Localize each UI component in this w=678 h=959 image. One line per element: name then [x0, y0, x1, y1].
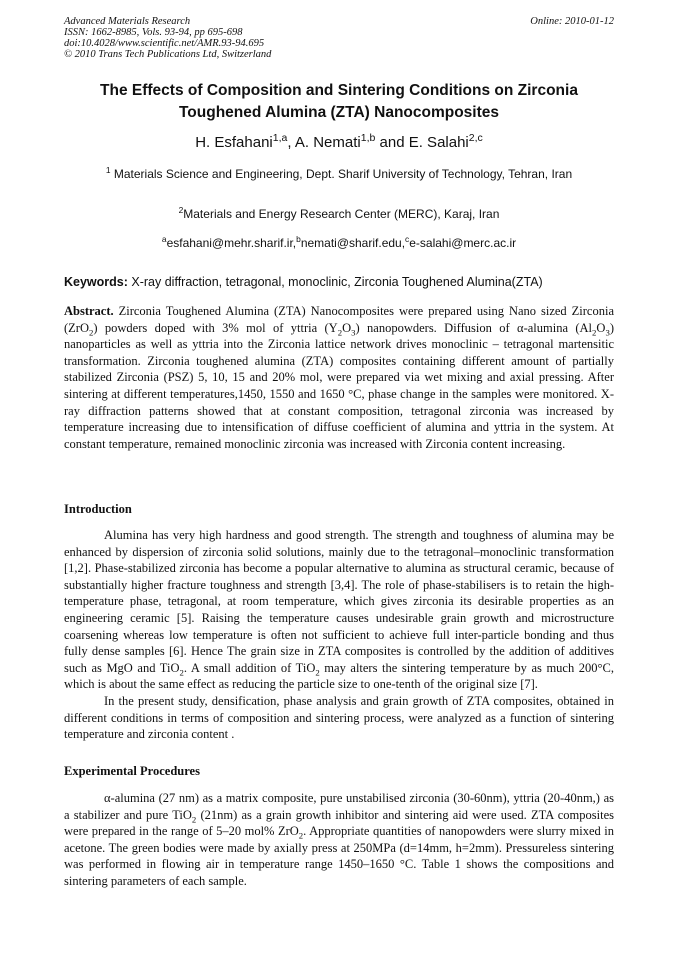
author-affil-sup: 1,a: [272, 132, 288, 144]
email-sup: c: [405, 234, 410, 244]
abstract: [64, 303, 614, 452]
email-link[interactable]: esfahani@mehr.sharif.ir,: [166, 236, 297, 250]
subscript: 3: [605, 327, 610, 338]
author-separator: ,: [287, 134, 295, 151]
title-line-2: Toughened Alumina (ZTA) Nanocomposites: [178, 104, 500, 121]
author-name: H. Esfahani: [195, 134, 273, 151]
author-list: [40, 133, 638, 153]
subscript: 2: [89, 327, 94, 338]
keywords: [64, 275, 614, 289]
paper-title: [40, 80, 638, 124]
journal-name: Advanced Materials Research: [64, 16, 191, 27]
abstract-text: ) powders doped with 3% mol of yttria (Y: [93, 320, 338, 335]
author-name: E. Salahi: [408, 134, 469, 151]
intro-body: [64, 527, 614, 743]
affil-sup: 2: [178, 205, 184, 215]
copyright-line: © 2010 Trans Tech Publications Ltd, Switzerland: [64, 49, 272, 60]
experimental-paragraph: [64, 790, 614, 890]
para-text: . Appropriate quantities of nanopowders were slurry mixed in acetone. The green bodies were made by axially press at 250MPa (d=14mm, h=2mm). Pressureless sintering was performed in flowing air in temperature range 1450–1650 °C. Table 1 shows the compositions and sintering parameters of each sample.: [64, 824, 614, 888]
email-sup: a: [161, 234, 167, 244]
doi-line: doi:10.4028/www.scientific.net/AMR.93-94.695: [64, 38, 265, 49]
abstract-text: ) nanoparticles as well as yttria into the Zirconia lattice network drives monoclinic – tetragonal martensitic transformation. Zirconia toughened alumina (ZTA) composites containing different amount of partially stabilized Zirconia (PSZ) 5, 10, 15 and 20% mol, were prepared via wet mixing and axial pressing. After sintering at different temperatures,1450, 1550 and 1650 °C, phase change in the samples were monitored. X-ray diffraction patterns showed that at constant composition, tetragonal zirconia was increased by temperature increasing due to intensification of diffuse coefficient of alumina and yttria in the system. At constant temperature, remained monoclinic zirconia was increased with Zirconia content increasing.: [64, 320, 614, 451]
abstract-text: O: [596, 320, 606, 335]
subscript: 3: [351, 327, 356, 338]
affil-text: Materials and Energy Research Center (MERC), Karaj, Iran: [183, 207, 500, 221]
affil-sup: 1: [105, 165, 111, 175]
issn-line: ISSN: 1662-8985, Vols. 93-94, pp 695-698: [64, 27, 243, 38]
affiliation-1: [40, 167, 638, 181]
abstract-text: ) nanopowders. Diffusion of α-alumina (Al: [355, 320, 593, 335]
section-heading-experimental: Experimental Procedures: [64, 764, 200, 778]
abstract-label: Abstract.: [64, 304, 114, 318]
subscript: 2: [592, 327, 597, 338]
para-text: Alumina has very high hardness and good strength. The strength and toughness of alumina may be enhanced by dispersion of zirconia solid solutions, mainly due to the tetragonal–monoclinic transformation [1,2]. Phase-stabilized zirconia has become a popular alternative to alumina as structural ceramic, because of substantially higher fracture toughness and strength [3,4]. The role of phase-stabilisers is to retain the high-temperature phase, tetragonal, at room temperature, which gives zirconia its desirable properties as an engineering ceramic [5]. Raising the temperature causes undesirable grain growth and microstructure coarsening whereas low temperature is often not sufficient to achieve full inter-particle bonding and thus fully dense samples [6]. Hence The grain size in ZTA composites is controlled by the addition of additives such as MgO and TiO: [64, 528, 614, 675]
keywords-text: X-ray diffraction, tetragonal, monoclinic, Zirconia Toughened Alumina(ZTA): [127, 275, 543, 289]
author-affil-sup: 2,c: [468, 132, 483, 144]
email-line: [40, 236, 638, 250]
intro-paragraph-2: In the present study, densification, phase analysis and grain growth of ZTA composites, obtained in different conditions in terms of composition and sintering process, were analyzed as a function of sintering temperature and zirconia content .: [64, 693, 614, 742]
email-link[interactable]: nemati@sharif.edu,: [300, 236, 406, 250]
experimental-body: [64, 790, 614, 890]
subscript: 2: [191, 814, 197, 825]
abstract-text: Zirconia Toughened Alumina (ZTA) Nanocomposites were prepared using Nano sized Zirconia (ZrO: [64, 304, 614, 335]
title-line-1: The Effects of Composition and Sintering Conditions on Zirconia: [100, 82, 578, 99]
intro-paragraph-1: [64, 527, 614, 693]
email-link[interactable]: e-salahi@merc.ac.ir: [409, 236, 517, 250]
email-sup: b: [296, 234, 301, 244]
running-header: [64, 16, 271, 60]
abstract-text: O: [342, 320, 352, 335]
affil-text: Materials Science and Engineering, Dept. Sharif University of Technology, Tehran, Iran: [110, 167, 573, 181]
online-date: Online: 2010-01-12: [530, 16, 614, 27]
subscript: 2: [337, 327, 343, 338]
subscript: 2: [179, 667, 184, 678]
author-affil-sup: 1,b: [360, 132, 376, 144]
affiliation-2: [40, 207, 638, 221]
keywords-label: Keywords:: [64, 275, 128, 289]
section-heading-introduction: Introduction: [64, 502, 132, 516]
para-text: . A small addition of TiO: [183, 660, 316, 675]
para-text: (21nm) as a grain growth inhibitor and sintering aid were used. ZTA composites were prepared in the range of 5–20 mol% ZrO: [64, 807, 614, 839]
para-text: α-alumina (27 nm) as a matrix composite, pure unstabilised zirconia (30-60nm), yttria (20-40nm,) as a stabilizer and pure TiO: [64, 791, 614, 822]
subscript: 2: [298, 830, 304, 841]
author-separator: and: [375, 134, 409, 151]
subscript: 2: [315, 667, 320, 678]
para-text: may alters the sintering temperature by as much 200°C, which is about the same effect as reducing the particle size to one-tenth of the original size [7].: [64, 660, 614, 692]
author-name: A. Nemati: [294, 134, 361, 151]
